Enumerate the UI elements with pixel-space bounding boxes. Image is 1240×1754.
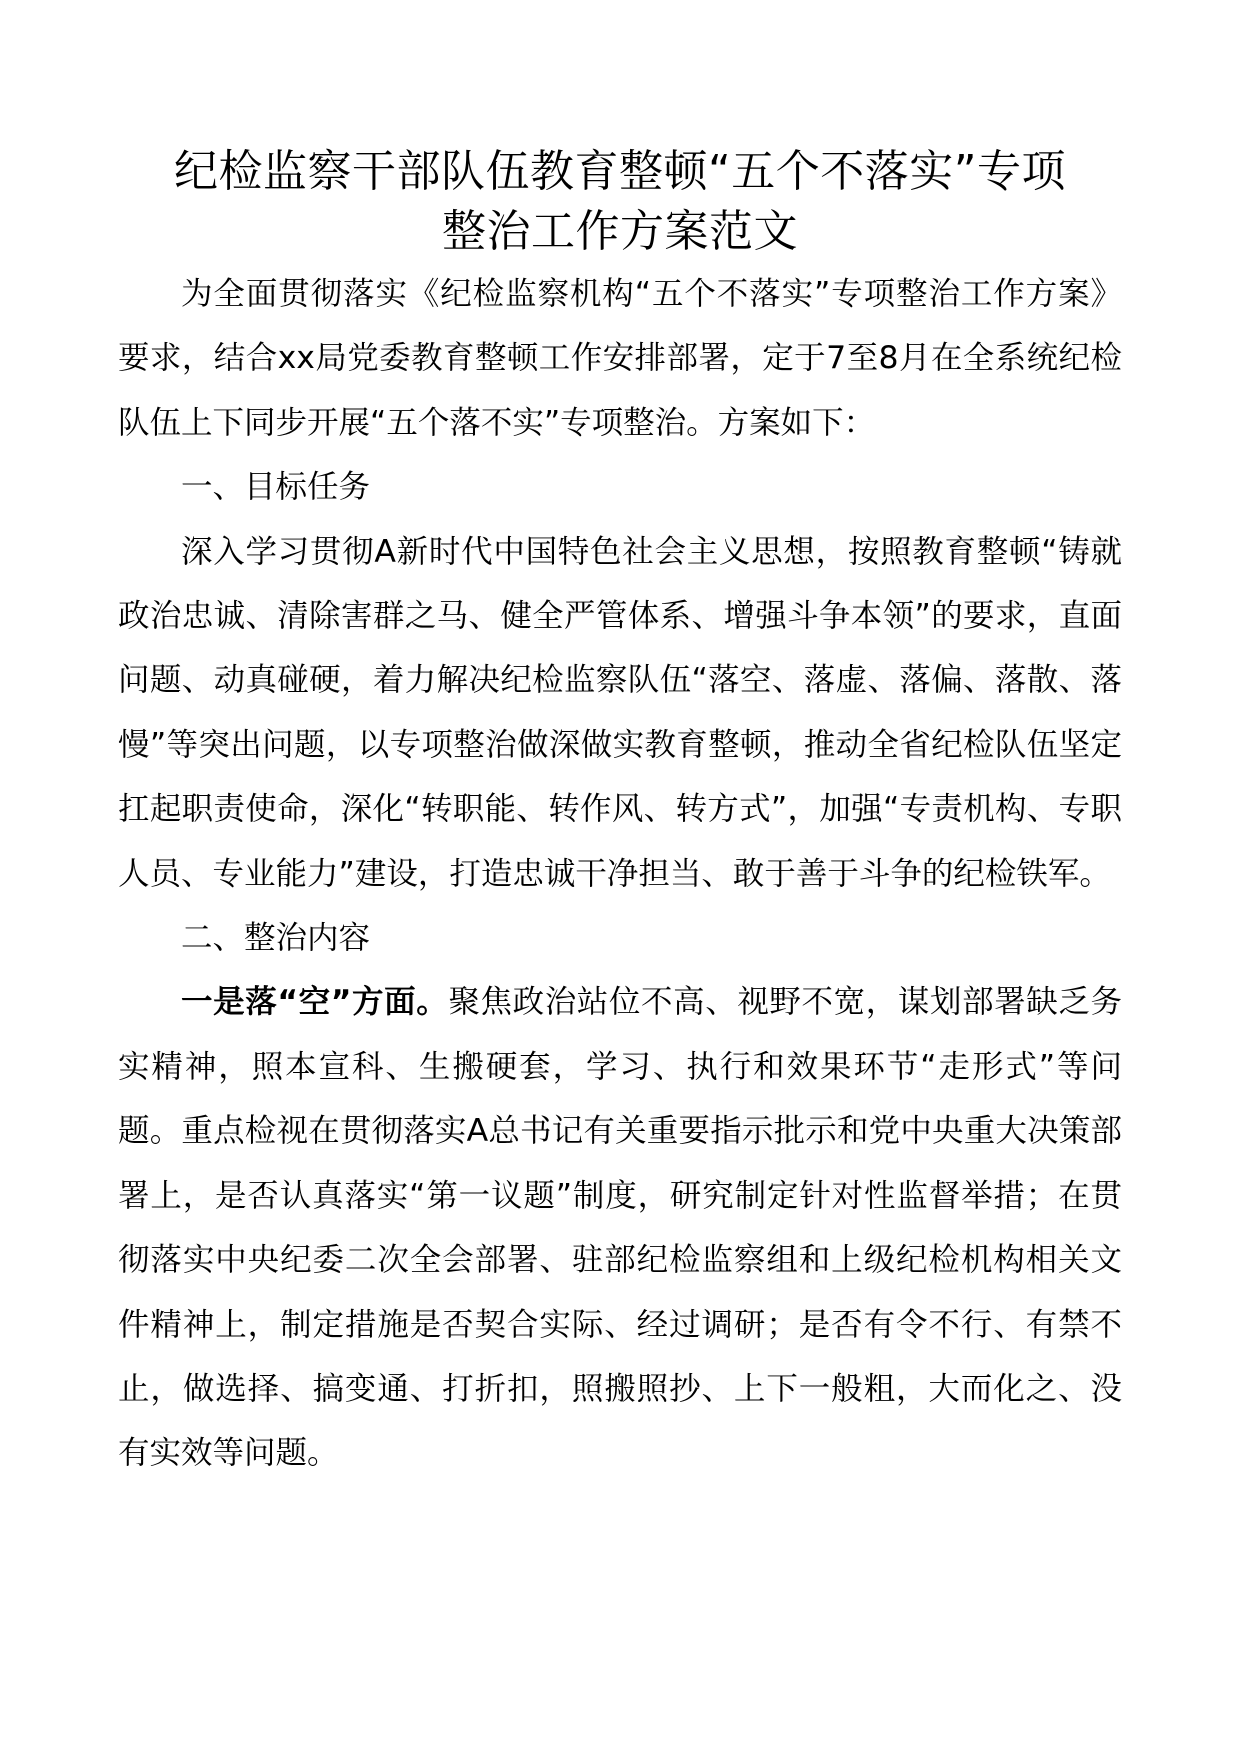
- content-item-lead: 一是落“空”方面。: [181, 984, 449, 1021]
- document-body: [118, 262, 1122, 1486]
- content-item-paragraph: [118, 970, 1122, 1485]
- title-line-2: 整治工作方案范文: [442, 206, 798, 257]
- intro-paragraph: 为全面贯彻落实《纪检监察机构“五个不落实”专项整治工作方案》要求，结合xx局党委教育整顿工作安排部署，定于7至8月在全系统纪检队伍上下同步开展“五个落不实”专项整治。方案如下：: [118, 276, 1122, 441]
- section-heading-content: 二、整治内容: [181, 920, 371, 957]
- content-item-body: 聚焦政治站位不高、视野不宽，谋划部署缺乏务实精神，照本宣科、生搬硬套，学习、执行和效果环节“走形式”等问题。重点检视在贯彻落实A总书记有关重要指示批示和党中央重大决策部署上，是否认真落实“第一议题”制度，研究制定针对性监督举措；在贯彻落实中央纪委二次全会部署、驻部纪检监察组和上级纪检机构相关文件精神上，制定措施是否契合实际、经过调研；是否有令不行、有禁不止，做选择、搞变通、打折扣，照搬照抄、上下一般粗，大而化之、没有实效等问题。: [118, 984, 1123, 1472]
- goals-paragraph: 深入学习贯彻A新时代中国特色社会主义思想，按照教育整顿“铸就政治忠诚、清除害群之马、健全严管体系、增强斗争本领”的要求，直面问题、动真碰硬，着力解决纪检监察队伍“落空、落虚、落偏、落散、落慢”等突出问题，以专项整治做深做实教育整顿，推动全省纪检队伍坚定扛起职责使命，深化“转职能、转作风、转方式”，加强“专责机构、专职人员、专业能力”建设，打造忠诚干净担当、敢于善于斗争的纪检铁军。: [118, 533, 1122, 892]
- document-title: [110, 142, 1130, 262]
- title-line-1: 纪检监察干部队伍教育整顿“五个不落实”专项: [173, 146, 1067, 197]
- section-heading-goals: 一、目标任务: [181, 469, 371, 506]
